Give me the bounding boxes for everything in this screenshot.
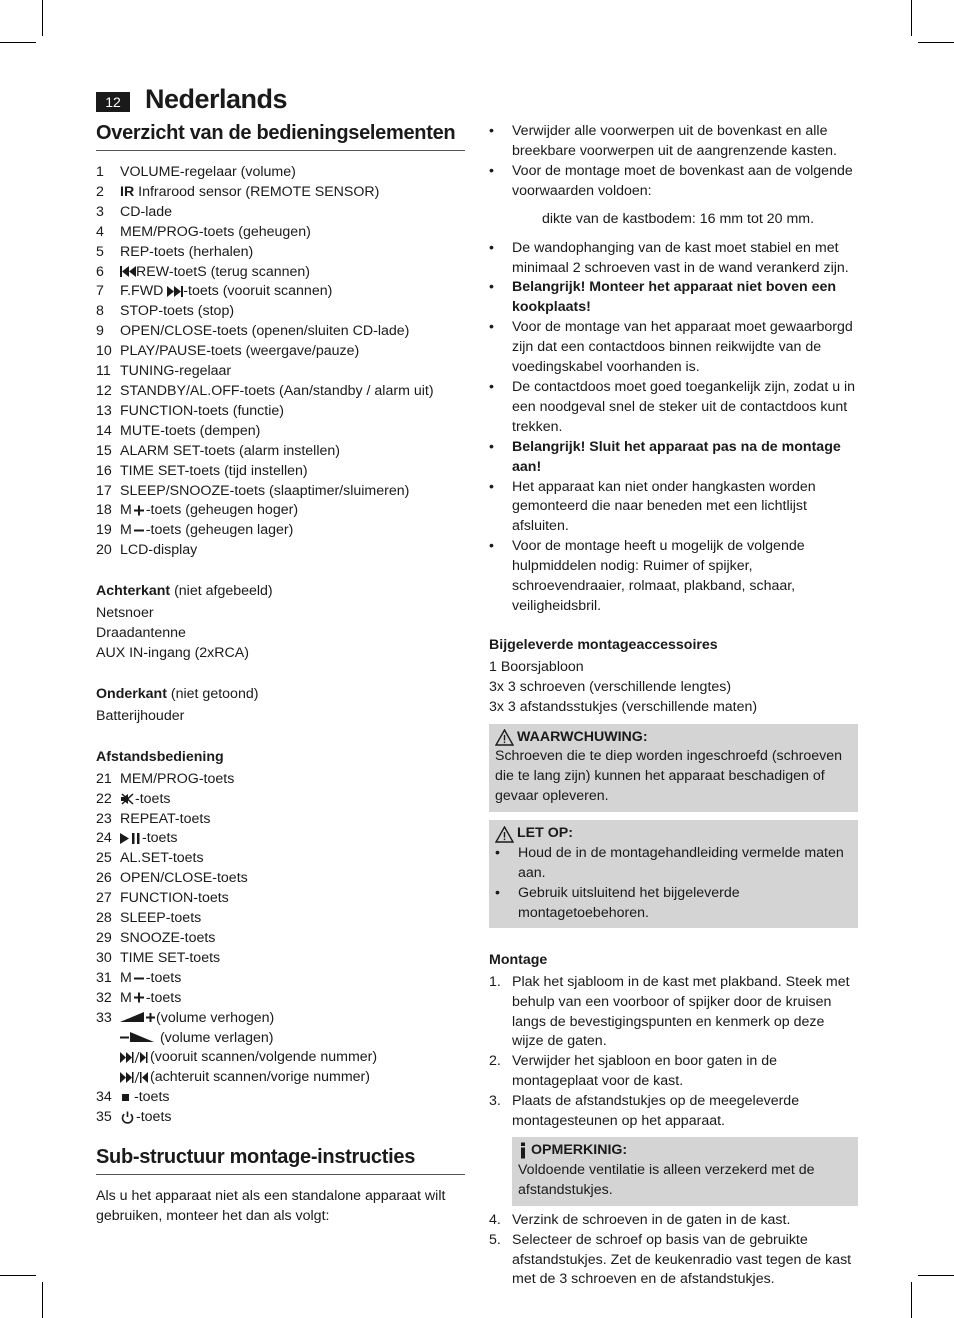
list-item: Batterijhouder [96,707,185,724]
list-item: Draadantenne [96,625,186,642]
minus-icon [132,525,146,536]
crop-mark [918,1275,954,1276]
bullet: • [489,378,494,395]
mounting-intro: Als u het apparaat niet als een standalone apparaat wilt gebruiken, monteer het dan als volgt: [96,1188,446,1224]
rewind-icon [120,266,136,277]
bullet: • [489,538,494,555]
bullet: • [489,438,494,455]
volume-down-icon [130,1032,156,1043]
back-items [96,604,465,664]
list-item: • Houd de in de montagehandleiding vermelde maten aan. [495,844,852,884]
list-item: 3. Plaats de afstandstukjes op de meegeleverde montagesteunen op het apparaat. [489,1093,800,1130]
list-item: • Belangrijk! Sluit het apparaat pas na de montage aan! [489,438,858,478]
mounting-steps-2 [489,1211,858,1291]
bullet: • [489,478,494,495]
bullet: • [489,162,494,179]
mounting-steps [489,973,858,1132]
list-item: 23 REPEAT-toets [96,810,211,827]
volume-up-icon [120,1012,146,1023]
list-item: 21 MEM/PROG-toets [96,770,235,787]
page-title: Nederlands [145,84,288,114]
accessories-list [489,658,858,718]
list-item: 26 OPEN/CLOSE-toets [96,870,248,887]
list-item: (volume verlagen) [96,1029,465,1049]
warning-icon [495,729,514,746]
fast-forward-icon [167,286,183,297]
requirements-list-2 [489,239,858,617]
ir-label: IR [120,183,135,200]
list-item: 3x 3 schroeven (verschillende lengtes) [489,678,732,695]
list-item: 14 MUTE-toets (dempen) [96,422,261,439]
list-item: 2 IR Infrarood sensor (REMOTE SENSOR) [96,183,380,200]
power-icon [120,1111,136,1124]
note-box [512,1137,858,1206]
list-item: • Voor de montage van het apparaat moet gewaarborgd zijn dat een contactdoos binnen reikwijdte van de voedingskabel voorhanden is. [489,318,858,378]
list-item: 28 SLEEP-toets [96,910,202,927]
note-text: Voldoende ventilatie is alleen verzekerd met de afstandstukjes. [518,1161,815,1198]
list-item: • Belangrijk! Monteer het apparaat niet boven een kookplaats! [489,278,858,318]
caution-box [489,820,858,928]
crop-mark [0,42,36,43]
requirements-list [489,122,858,202]
mounting-steps-heading: Montage [489,951,548,968]
plus-icon [132,505,146,516]
list-item: 3 CD-lade [96,203,173,220]
warning-box [489,724,858,813]
remote-section-heading: Afstandsbediening [96,748,224,765]
remote-list [96,770,465,1128]
list-item: • Voor de montage heeft u mogelijk de volgende hulpmiddelen nodig: Ruimer of spijker, schroevendraaier, rolmaat, plakband, schaar, veiligheidsbril. [489,537,858,617]
list-item: (vooruit scannen/volgende nummer) [96,1048,465,1068]
list-item: 30 TIME SET-toets [96,949,221,966]
mounting-heading: Sub-structuur montage-instructies [96,1146,465,1175]
list-item: (achteruit scannen/vorige nummer) [96,1068,465,1088]
list-item: 24 -toets [96,830,178,847]
list-item: 10 PLAY/PAUSE-toets (weergave/pauze) [96,343,360,360]
list-item: 33 (volume verhogen) [96,1009,275,1026]
play-pause-icon [120,833,142,844]
list-item: 19 M -toets (geheugen lager) [96,522,294,539]
list-item: • Voor de montage moet de bovenkast aan de volgende voorwaarden voldoen: [489,162,858,202]
bullet: • [489,123,494,139]
crop-mark [42,1282,43,1318]
list-item: 1 VOLUME-regelaar (volume) [96,164,296,180]
caution-list [495,844,852,924]
list-item: 34 -toets [96,1089,170,1106]
list-item: 2. Verwijder het sjabloon en boor gaten in de montageplaat voor de kast. [489,1053,778,1090]
bottom-items [96,707,465,727]
list-item: 5. Selecteer de schroef op basis van de gebruikte afstandstukjes. Zet de keukenradio vast tegen de kast met de 3 schroeven en de afstandstukjes. [489,1231,852,1288]
bottom-section-heading: Onderkant (niet getoond) [96,685,259,702]
info-icon [518,1142,528,1159]
minus-icon [132,973,146,984]
warning-title: WAARWCHUWING: [495,728,852,748]
page-number: 12 [96,92,130,112]
bullet: • [489,239,494,256]
list-item: 29 SNOOZE-toets [96,930,216,946]
controls-heading: Overzicht van de bedieningselementen [96,122,465,151]
list-item: 5 REP-toets (herhalen) [96,243,254,260]
crop-mark [911,1282,912,1318]
list-item: 35 -toets [96,1109,172,1126]
note-title: OPMERKINIG: [518,1141,852,1161]
crop-mark [918,42,954,43]
list-item: 31 M -toets [96,969,182,986]
list-item: • De wandophanging van de kast moet stabiel en met minimaal 2 schroeven vast in de wand verankerd zijn. [489,239,858,279]
crop-mark [42,0,43,36]
list-item: 4. Verzink de schroeven in de gaten in de kast. [489,1211,791,1228]
previous-icon [120,1072,150,1083]
warning-text: Schroeven die te diep worden ingeschroefd (schroeven die te lang zijn) kunnen het apparaat beschadigen of gevaar opleveren. [495,748,843,805]
list-item: 11 TUNING-regelaar [96,363,232,380]
list-item: 4 MEM/PROG-toets (geheugen) [96,223,311,240]
list-item: 13 FUNCTION-toets (functie) [96,402,284,419]
list-item: • De contactdoos moet goed toegankelijk zijn, zodat u in een noodgeval snel de steker uit de contactdoos kunt trekken. [489,378,858,438]
stop-icon [120,1092,134,1103]
warning-icon [495,826,514,843]
list-item: Netsnoer [96,605,154,622]
list-item: 9 OPEN/CLOSE-toets (openen/sluiten CD-lade) [96,323,410,340]
list-item: 20 LCD-display [96,542,198,559]
list-item: 27 FUNCTION-toets [96,890,229,907]
bullet: • [489,319,494,336]
crop-mark [911,0,912,36]
back-section-heading: Achterkant (niet afgebeeld) [96,583,273,600]
list-item: 8 STOP-toets (stop) [96,303,235,320]
list-item: 7 F.FWD -toets (vooruit scannen) [96,283,333,300]
list-item: 15 ALARM SET-toets (alarm instellen) [96,442,340,459]
list-item: 18 M -toets (geheugen hoger) [96,502,299,519]
list-item: • Het apparaat kan niet onder hangkasten worden gemonteerd die naar beneden met een lichtlijst afsluiten. [489,478,858,538]
plus-icon [132,992,146,1003]
list-item: 12 STANDBY/AL.OFF-toets (Aan/standby / alarm uit) [96,382,434,399]
accessories-heading: Bijgeleverde montageaccessoires [489,636,718,653]
list-item: 22 -toets [96,790,171,807]
list-item: 3x 3 afstandsstukjes (verschillende maten) [489,698,758,715]
list-item: 1. Plak het sjabloom in de kast met plakband. Steek met behulp van een voorboor of spijker door de kruisen langs de bevestigingspunten en kenmerk op deze wijze de gaten. [489,973,850,1050]
list-item: 17 SLEEP/SNOOZE-toets (slaaptimer/sluimeren) [96,482,410,499]
list-item: 1 Boorsjabloon [489,658,584,675]
bullet: • [495,845,500,862]
caution-title: LET OP: [495,824,852,844]
thickness-note: dikte van de kastbodem: 16 mm tot 20 mm. [542,210,815,227]
bullet: • [489,279,494,296]
list-item: 25 AL.SET-toets [96,850,204,867]
list-item: 16 TIME SET-toets (tijd instellen) [96,462,308,479]
list-item: 6 REW-toetS (terug scannen) [96,263,311,280]
left-column [96,122,465,1227]
list-item: 32 M -toets [96,989,182,1006]
crop-mark [0,1275,36,1276]
controls-list [96,163,465,561]
next-icon [120,1052,150,1063]
plus-icon [146,1012,156,1023]
right-column [489,122,858,1290]
list-item: • Gebruik uitsluitend het bijgeleverde montagetoebehoren. [495,884,852,924]
list-item: AUX IN-ingang (2xRCA) [96,644,249,661]
bullet: • [495,884,500,901]
list-item: • Verwijder alle voorwerpen uit de bovenkast en alle breekbare voorwerpen uit de aangrenzende kasten. [489,122,858,162]
minus-icon [120,1032,130,1043]
mute-icon [120,793,135,805]
